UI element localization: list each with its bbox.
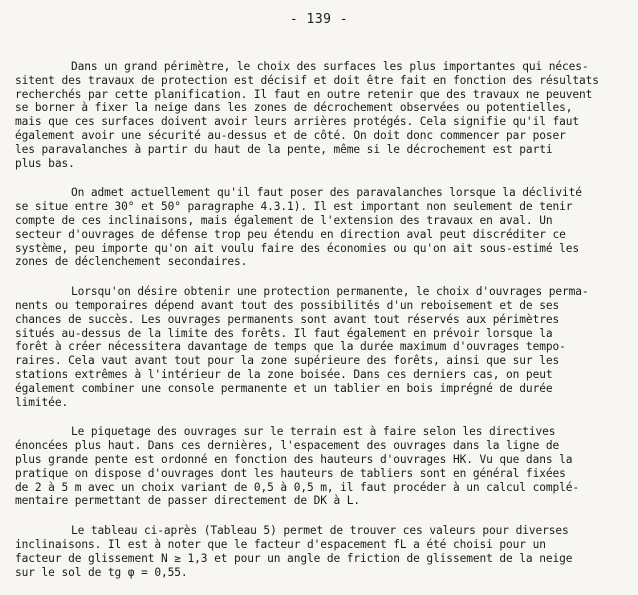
text-line: stations extrêmes à l'intérieur de la zone boisée. Dans ces derniers cas, on peut bbox=[15, 367, 553, 381]
text-line: plus grande pente est ordonné en fonction des hauteurs d'ouvrages HK. Vu que dans la bbox=[15, 452, 573, 466]
text-line: Dans un grand périmètre, le choix des surfaces les plus importantes qui néces- bbox=[71, 60, 589, 73]
text-line: facteur de glissement N ≥ 1,3 et pour un angle de friction de glissement de la neige bbox=[15, 551, 573, 565]
paragraph-1 bbox=[15, 60, 627, 170]
text-line: sitent des travaux de protection est décisif et doit être fait en fonction des résultats bbox=[15, 73, 599, 87]
page-number: - 139 - bbox=[289, 12, 349, 27]
paragraph-2 bbox=[15, 186, 627, 269]
text-line: forêt à créer nécessitera davantage de temps que la durée maximum d'ouvrages tempo- bbox=[15, 340, 566, 354]
text-line: se borner à fixer la neige dans les zones de décrochement observées ou potentielles, bbox=[15, 101, 573, 115]
text-line: zones de déclenchement secondaires. bbox=[15, 255, 248, 269]
text-line: également avoir une sécurité au-dessus et de côté. On doit donc commencer par poser bbox=[15, 128, 566, 142]
text-line: secteur d'ouvrages de défense trop peu étendu en direction aval peut discréditer ce bbox=[15, 227, 566, 241]
text-line: se situe entre 30° et 50° paragraphe 4.3.1). Il est important non seulement de tenir bbox=[15, 200, 573, 214]
text-line: On admet actuellement qu'il faut poser des paravalanches lorsque la déclivité bbox=[71, 186, 582, 200]
text-line: pratique on dispose d'ouvrages dont les hauteurs de tabliers sont en général fixées bbox=[15, 466, 566, 480]
text-line: les paravalanches à partir du haut de la pente, même si le décrochement est parti bbox=[15, 142, 553, 156]
text-line: inclinaisons. Il est à noter que le facteur d'espacement fL a été choisi pour un bbox=[15, 537, 546, 551]
text-line: sur le sol de tg φ = 0,55. bbox=[15, 565, 188, 579]
text-line: énoncées plus haut. Dans ces dernières, l'espacement des ouvrages dans la ligne de bbox=[15, 439, 560, 453]
text-line: situés au-dessus de la limite des forêts. Il faut également en prévoir lorsque la bbox=[15, 326, 553, 340]
text-line: de 2 à 5 m avec un choix variant de 0,5 à 0,5 m, il faut procéder à un calcul complé- bbox=[15, 480, 580, 494]
text-line: Lorsqu'on désire obtenir une protection permanente, le choix d'ouvrages perma- bbox=[71, 285, 589, 299]
document-body bbox=[15, 60, 627, 595]
text-line: système, peu importe qu'on ait voulu faire des économies ou qu'on ait sous-estimé les bbox=[15, 241, 580, 255]
text-line: recherchés par cette planification. Il faut en outre retenir que des travaux ne peuvent bbox=[15, 87, 593, 101]
text-line: plus bas. bbox=[15, 156, 75, 170]
paragraph-4 bbox=[15, 425, 627, 508]
paragraph-3 bbox=[15, 285, 627, 409]
text-line: Le tableau ci-après (Tableau 5) permet de trouver ces valeurs pour diverses bbox=[71, 524, 569, 538]
text-line: également combiner une console permanente et un tablier en bois imprégné de durée bbox=[15, 381, 553, 395]
text-line: raires. Cela vaut avant tout pour la zone supérieure des forêts, ainsi que sur les bbox=[15, 354, 560, 368]
text-line: compte de ces inclinaisons, mais également de l'extension des travaux en aval. Un bbox=[15, 213, 553, 227]
text-line: mentaire permettant de passer directement de DK à L. bbox=[15, 494, 361, 508]
text-line: chances de succès. Les ouvrages permanents sont avant tout réservés aux périmètres bbox=[15, 312, 560, 326]
text-line: limitée. bbox=[15, 395, 69, 409]
text-line: nents ou temporaires dépend avant tout des possibilités d'un reboisement et de ses bbox=[15, 298, 560, 312]
paragraph-5 bbox=[15, 524, 627, 579]
text-line: mais que ces surfaces doivent avoir leurs arrières protégés. Cela signifie qu'il faut bbox=[15, 115, 580, 129]
text-line: Le piquetage des ouvrages sur le terrain est à faire selon les directives bbox=[71, 425, 556, 439]
